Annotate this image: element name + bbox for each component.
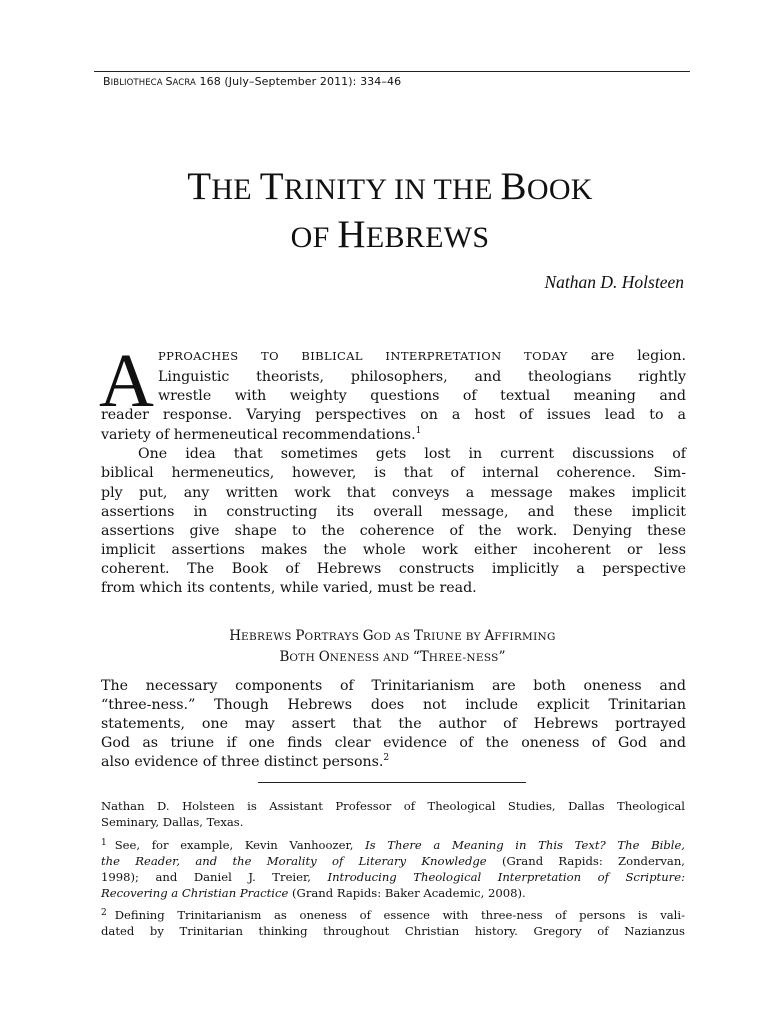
- paragraph-line: Linguistic theorists, philosophers, and theologians rightly: [158, 369, 686, 385]
- footnote-rule: [258, 782, 526, 783]
- section-heading-line-2: BOTH ONENESS AND “THREE-NESS”: [279, 649, 506, 665]
- top-rule: [94, 71, 690, 72]
- paragraph-line: reader response. Varying perspectives on a host of issues lead to a: [101, 407, 686, 423]
- footnote-ref-2: 2: [383, 753, 390, 763]
- paragraph-line: also evidence of three distinct persons.$^2$: [101, 753, 390, 770]
- footnote-1-line: the Reader, and the Morality of Literary Knowledge (Grand Rapids: Zondervan,: [101, 854, 685, 868]
- paragraph-line: wrestle with weighty questions of textual meaning and: [158, 388, 686, 404]
- footnote-1-line: Recovering a Christian Practice (Grand Rapids: Baker Academic, 2008).: [101, 886, 526, 900]
- paragraph-line: ply put, any written work that conveys a message makes implicit: [101, 485, 686, 501]
- drop-cap: A: [99, 339, 154, 423]
- paragraph-line: One idea that sometimes gets lost in current discussions of: [138, 446, 686, 462]
- footnote-2-line: dated by Trinitarian thinking throughout Christian history. Gregory of Nazianzus: [101, 924, 685, 938]
- paragraph-line: biblical hermeneutics, however, is that of internal coherence. Sim-: [101, 465, 686, 481]
- footnote-ref-1: 1: [415, 426, 422, 436]
- paragraph-line: The necessary components of Trinitarianism are both oneness and: [101, 678, 686, 694]
- paragraph-line: assertions in constructing its overall message, and these implicit: [101, 504, 686, 520]
- footnote-2-line: $^2$ Defining Trinitarianism as oneness of essence with three-ness of persons is vali-: [101, 908, 685, 922]
- author-name: Nathan D. Holsteen: [544, 272, 684, 292]
- footnote-1-line: $^1$ See, for example, Kevin Vanhoozer, Is There a Meaning in This Text? The Bible,: [101, 838, 685, 852]
- paragraph-line: “three-ness.” Though Hebrews does not include explicit Trinitarian: [101, 697, 686, 713]
- footnote-number: 2: [101, 908, 107, 918]
- author-bio-line: Nathan D. Holsteen is Assistant Professor of Theological Studies, Dallas Theological: [101, 799, 685, 813]
- article-title-line-2: OF HEBREWS: [290, 213, 490, 256]
- paragraph-line: statements, one may assert that the author of Hebrews portrayed: [101, 716, 686, 732]
- paragraph-line: from which its contents, while varied, must be read.: [101, 580, 477, 596]
- author-bio-line: Seminary, Dallas, Texas.: [101, 815, 244, 829]
- footnote-number: 1: [101, 838, 107, 848]
- paragraph-line: assertions give shape to the coherence of the work. Denying these: [101, 523, 686, 539]
- paragraph-line: variety of hermeneutical recommendations.$^1$: [101, 426, 422, 443]
- paragraph-line: coherent. The Book of Hebrews constructs implicitly a perspective: [101, 561, 686, 577]
- running-head: BIBLIOTHECA SACRA 168 (July–September 2011): 334–46: [103, 75, 402, 88]
- paragraph-line: implicit assertions makes the whole work either incoherent or less: [101, 542, 686, 558]
- footnote-1-line: 1998); and Daniel J. Treier, Introducing Theological Interpretation of Scripture:: [101, 870, 685, 884]
- paragraph-line: God as triune if one finds clear evidence of the oneness of God and: [101, 735, 686, 751]
- article-title-line-1: THE TRINITY IN THE BOOK: [187, 165, 593, 208]
- section-heading-line-1: HEBREWS PORTRAYS GOD AS TRIUNE BY AFFIRMING: [229, 628, 556, 644]
- paragraph-line: PPROACHES TO BIBLICAL INTERPRETATION TODAY are legion.: [158, 348, 686, 364]
